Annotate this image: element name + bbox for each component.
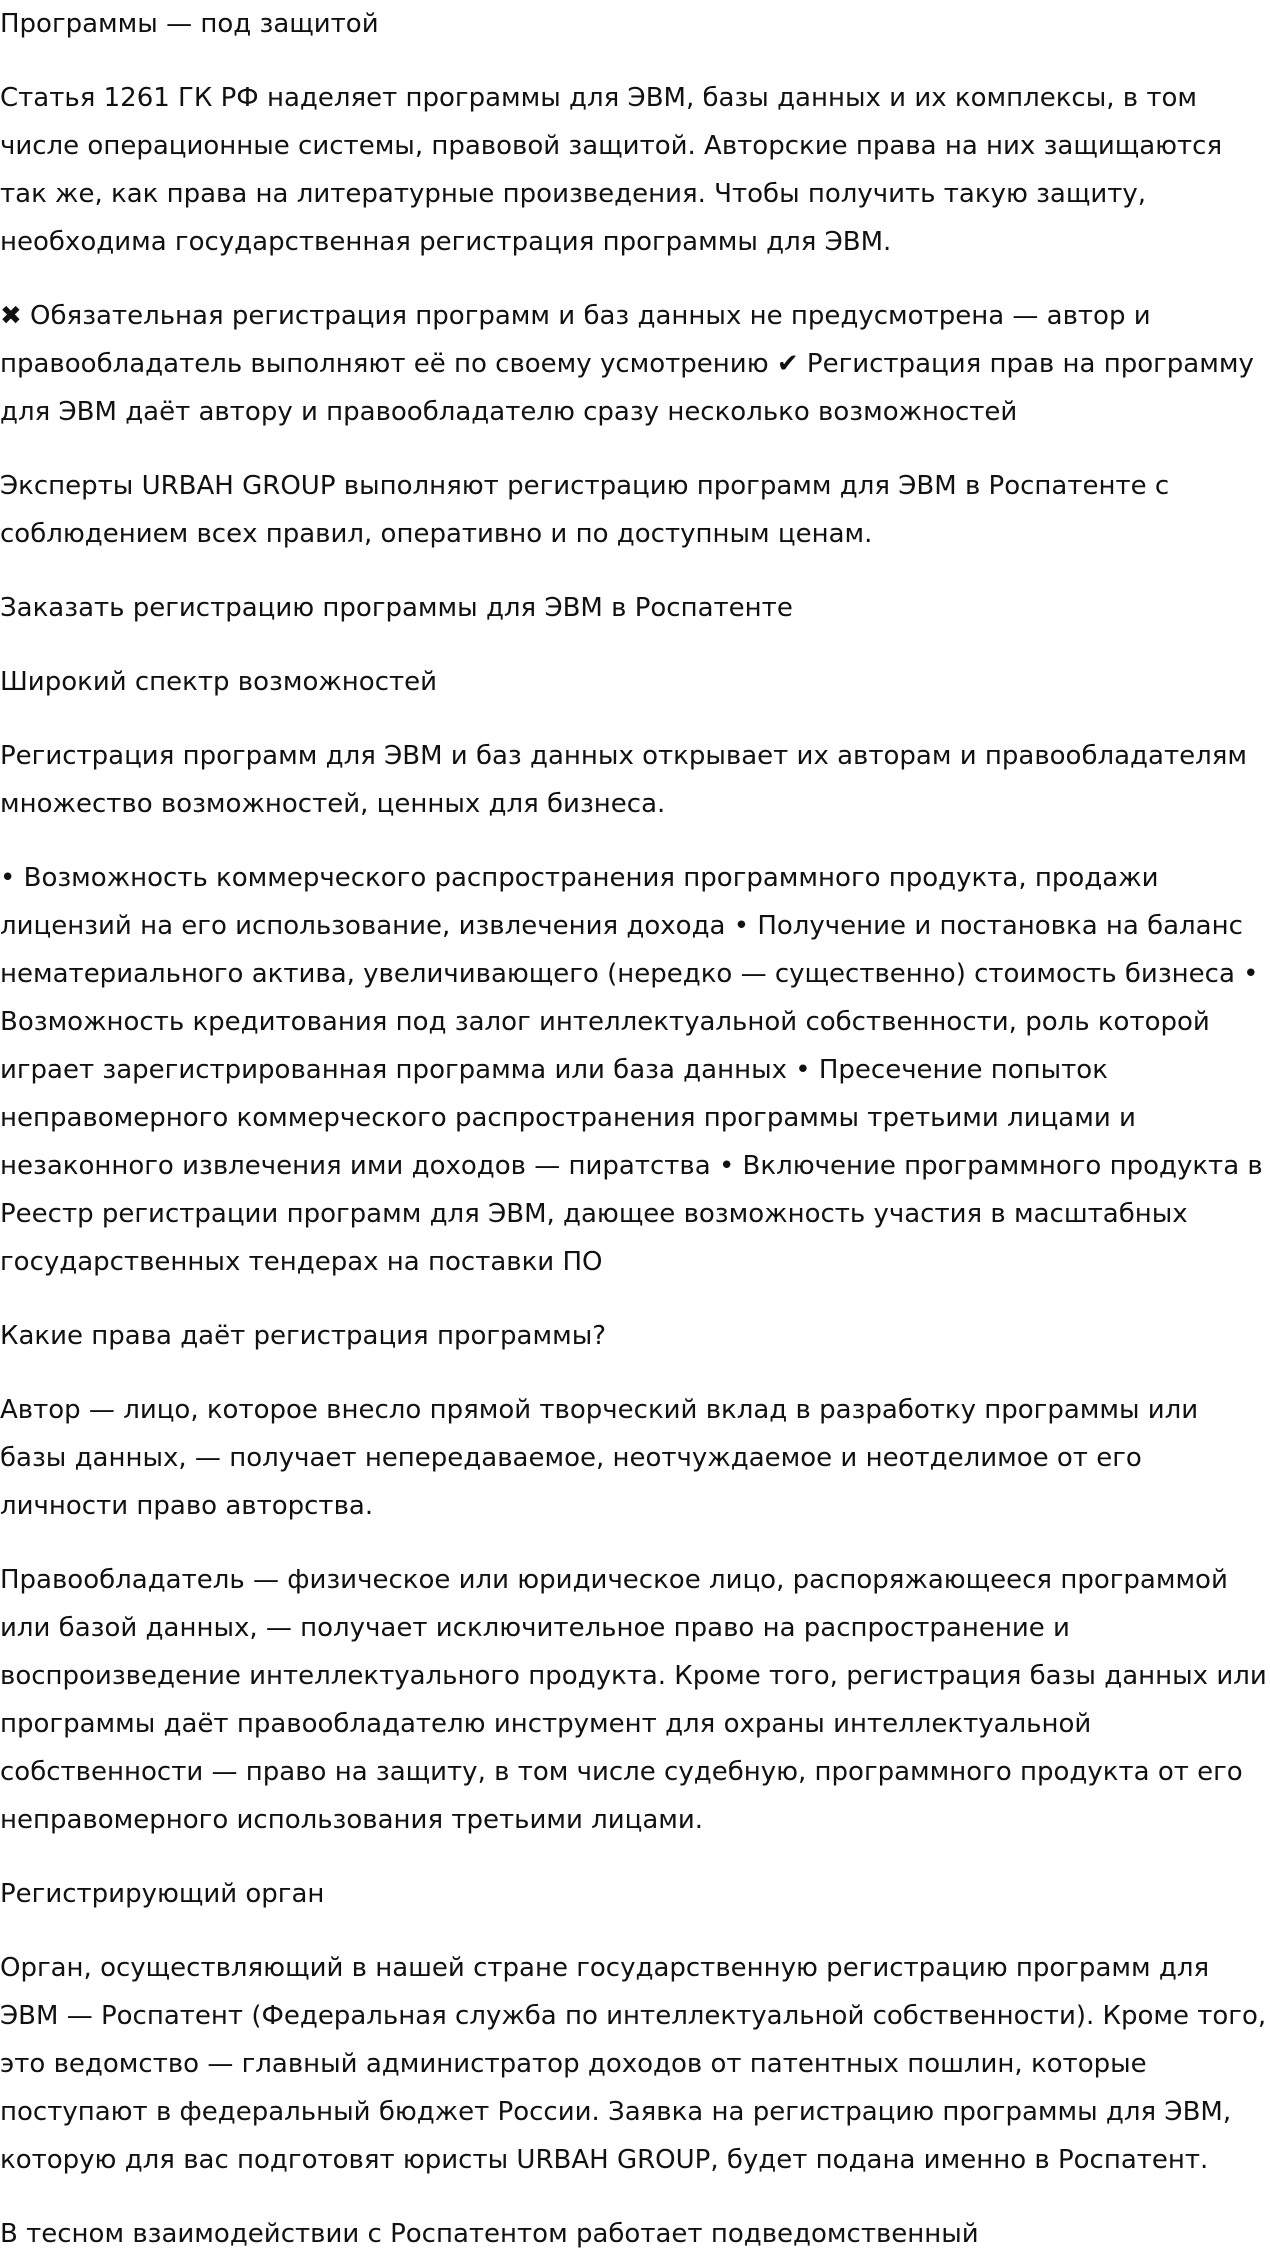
section-heading-authority: Регистрирующий орган bbox=[0, 1879, 325, 1909]
paragraph-article-1261: Статья 1261 ГК РФ наделяет программы для ЭВМ, базы данных и их комплексы, в том числе операционные системы, правовой защитой. Авторские права на них защищаются так же, как права на литературные произведения. Чтобы получить такую защиту, необходима государственная регистрация программы для ЭВМ. bbox=[0, 83, 1223, 257]
section-heading-protection: Программы — под защитой bbox=[0, 9, 379, 39]
order-registration-link[interactable]: Заказать регистрацию программы для ЭВМ в Роспатенте bbox=[0, 593, 793, 623]
paragraph-subordinate-institution: В тесном взаимодействии с Роспатентом работает подведомственный bbox=[0, 2219, 979, 2249]
paragraph-opportunities-list: • Возможность коммерческого распространения программного продукта, продажи лицензий на его использование, извлечения дохода • Получение и постановка на баланс нематериального актива, увеличивающего (нередко — существенно) стоимость бизнеса • Возможность кредитования под залог интеллектуальной собственности, роль которой играет зарегистрированная программа или база данных • Пресечение попыток неправомерного коммерческого распространения программы третьими лицами и незаконного извлечения ими доходов — пиратства • Включение программного продукта в Реестр регистрации программ для ЭВМ, дающее возможность участия в масштабных государственных тендерах на поставки ПО bbox=[0, 863, 1263, 1277]
paragraph-rightholder-rights: Правообладатель — физическое или юридическое лицо, распоряжающееся программой или базой данных, — получает исключительное право на распространение и воспроизведение интеллектуального продукта. Кроме того, регистрация базы данных или программы даёт правообладателю инструмент для охраны интеллектуальной собственности — право на защиту, в том числе судебную, программного продукта от его неправомерного использования третьими лицами. bbox=[0, 1565, 1267, 1835]
section-heading-opportunities: Широкий спектр возможностей bbox=[0, 667, 438, 697]
section-heading-rights: Какие права даёт регистрация программы? bbox=[0, 1321, 607, 1351]
paragraph-urbah-experts: Эксперты URBAH GROUP выполняют регистрацию программ для ЭВМ в Роспатенте с соблюдением всех правил, оперативно и по доступным ценам. bbox=[0, 471, 1170, 549]
paragraph-author-rights: Автор — лицо, которое внесло прямой творческий вклад в разработку программы или базы данных, — получает непередаваемое, неотчуждаемое и неотделимое от его личности право авторства. bbox=[0, 1395, 1199, 1521]
paragraph-registration-optional: ✖ Обязательная регистрация программ и баз данных не предусмотрена — автор и правообладатель выполняют её по своему усмотрению ✔ Регистрация прав на программу для ЭВМ даёт автору и правообладателю сразу несколько возможностей bbox=[0, 301, 1254, 427]
paragraph-rospatent: Орган, осуществляющий в нашей стране государственную регистрацию программ для ЭВМ — Роспатент (Федеральная служба по интеллектуальной собственности). Кроме того, это ведомство — главный администратор доходов от патентных пошлин, которые поступают в федеральный бюджет России. Заявка на регистрацию программы для ЭВМ, которую для вас подготовят юристы URBAH GROUP, будет подана именно в Роспатент. bbox=[0, 1953, 1267, 2175]
paragraph-opportunities-intro: Регистрация программ для ЭВМ и баз данных открывает их авторам и правообладателям множество возможностей, ценных для бизнеса. bbox=[0, 741, 1247, 819]
